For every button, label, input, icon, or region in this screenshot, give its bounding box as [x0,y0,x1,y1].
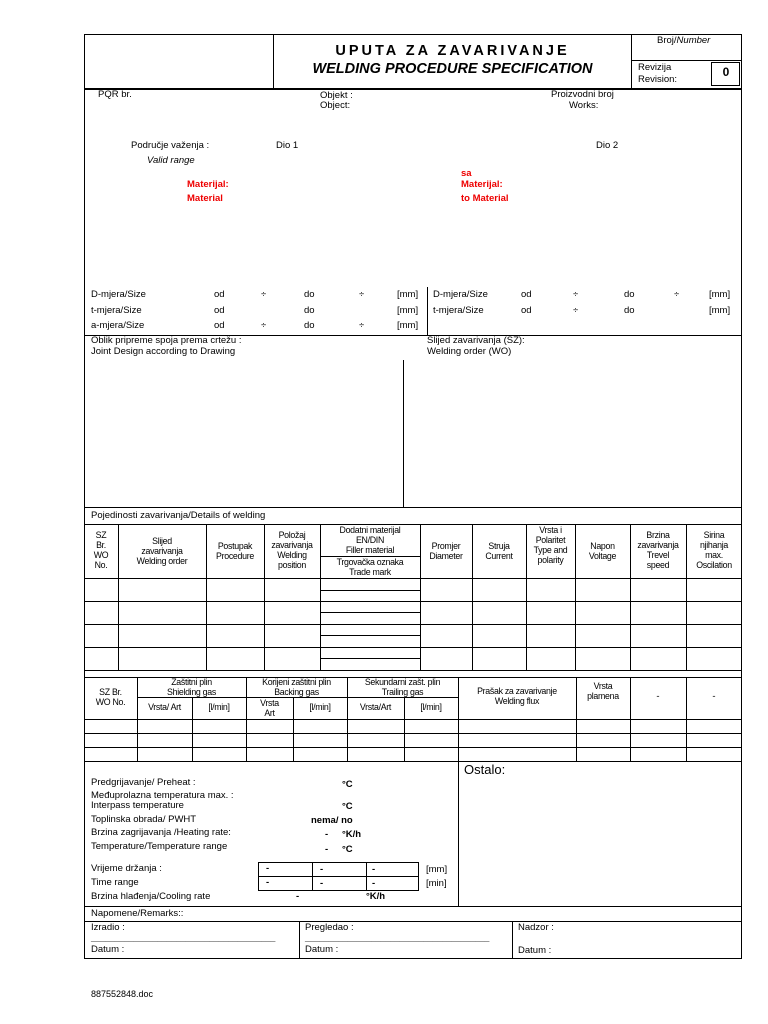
signatures-top-line [84,921,742,922]
header-line: Vrsta [593,681,613,691]
revision-value: 0 [722,65,730,79]
backing-art [246,698,293,718]
heating-rate-dash: - [325,829,329,840]
gas-sz-header [84,687,137,707]
holding-unit-min: [min] [426,878,447,889]
gas-col-line [686,677,687,761]
interpass-label-hr: Međuprolazna temperatura max. : [91,790,234,801]
holding-dash: - [372,878,376,889]
col-header-current [472,541,526,561]
object-label: Object: [320,100,351,111]
filler-subline [320,635,420,636]
header-line: zavarivanja [141,546,183,557]
header-line: Welding [277,550,307,561]
table-row [84,578,742,579]
holding-row-line [258,876,419,877]
header-line: Slijed [152,536,172,546]
header-line: Trailing gas [381,687,424,698]
joint-divider [403,360,404,507]
pregledao-date: Datum : [305,944,339,955]
gas-col-line [630,677,631,761]
shielding-lmin: [l/min] [208,702,230,712]
dim-sep2: ÷ [359,320,365,331]
table-row [84,647,742,648]
welding-order-hr: Slijed zavarivanja (SZ): [427,335,525,346]
dim-do: do [304,320,315,331]
gas-header-bottom [84,719,742,720]
col-header-filler [320,525,420,555]
dim-od-right: od [521,289,532,300]
header-line: No. [94,560,108,571]
col-header-speed [630,530,686,570]
dim-unit: [mm] [397,289,419,300]
pregledao-label: Pregledao : [305,922,354,933]
revizija-label: Revizija [638,62,672,73]
objekt-label: Objekt : [320,90,353,101]
dim-unit-right: [mm] [709,289,731,300]
header-line: Promjer [431,541,461,551]
broj-label [657,36,710,47]
header-line: Sirina [703,530,725,540]
header-line: Sekundarni zašt. plin [364,677,441,687]
sa-label: sa [461,168,472,179]
header-line: Korijeni zaštitni plin [262,677,331,687]
header-line: WO No. [95,697,126,708]
header-line: speed [646,560,670,571]
filler-subline [320,612,420,613]
nadzor-label: Nadzor : [518,922,554,933]
dim-sep2: ÷ [359,289,365,300]
valid-range-label: Valid range [147,155,195,166]
material-left: Material [187,193,223,204]
dio2-label: Dio 2 [596,140,619,151]
col-header-oscillation [686,530,742,570]
heating-rate-label: Brzina zagrijavanja /Heating rate: [91,827,231,838]
nadzor-date: Datum : [518,945,552,956]
header-line: SZ Br. [99,687,122,697]
col-header-position [264,530,320,570]
izradio-date: Datum : [91,944,125,955]
header-line: Art [264,708,275,719]
header-line: Diameter [429,551,463,562]
header-line: EN/DIN [355,535,384,546]
welding-order-en: Welding order (WO) [427,346,512,357]
shielding-gas-header [137,677,246,697]
backing-lmin: [l/min] [309,702,331,712]
gas-dash-2: - [712,691,716,702]
header-line: Filler material [345,545,395,556]
dim-sep: ÷ [261,289,267,300]
col-header-procedure [206,541,264,561]
izradio-label: Izradio : [91,922,125,933]
col-header-trade-mark [320,557,420,577]
filler-subline [320,590,420,591]
header-line: Current [485,551,513,562]
dim-do: do [304,305,315,316]
header-line: Postupak [217,541,253,551]
holding-unit-mm: [mm] [426,864,448,875]
details-title: Pojedinosti zavarivanja/Details of welding [91,510,266,521]
gas-dash-1: - [656,691,660,702]
dim-od: od [214,289,225,300]
temperature-range-dash: - [325,844,329,855]
header-line: Voltage [588,551,617,562]
header-line: polarity [537,555,564,566]
table-row [84,733,742,734]
header-line: Brzina [646,530,670,540]
joint-design-hr: Oblik pripreme spoja prema crtežu : [91,335,242,346]
broj-en: Number [676,35,711,46]
dim-sep2-right: ÷ [674,289,680,300]
pqr-label: PQR br. [98,89,132,100]
col-header-voltage [575,541,630,561]
dim-label-right: t-mjera/Size [433,305,484,316]
cooling-rate-unit: °K/h [366,891,386,902]
dim-label: a-mjera/Size [91,320,145,331]
trailing-art: Vrsta/Art [359,702,392,712]
header-line: njihanja [700,540,728,551]
temperature-range-unit: °C [342,844,353,855]
header-line: Trgovačka oznaka [336,557,404,567]
table-row [84,624,742,625]
header-divider-right [631,34,632,89]
shielding-art: Vrsta/ Art [148,702,181,712]
col-header-sz [84,530,118,570]
trailing-gas-header [347,677,458,697]
trailing-lmin: [l/min] [420,702,442,712]
signature-divider [512,921,513,959]
joint-design-en: Joint Design according to Drawing [91,346,236,357]
header-line: Prašak za zavarivanje [477,686,557,696]
proizvodni-label: Proizvodni broj [551,89,614,100]
pwht-value: nema/ no [311,815,353,826]
col-header-polarity [526,525,575,565]
dim-label: D-mjera/Size [91,289,146,300]
cooling-rate-dash: - [296,891,300,902]
header-line: SZ [95,530,107,540]
header-line: Welding order [136,556,188,567]
time-range-label: Time range [91,877,139,888]
materijal-left: Materijal: [187,179,229,190]
dim-do: do [304,289,315,300]
remarks-top-line [84,906,742,907]
table-row [84,747,742,748]
header-line: Procedure [216,551,254,562]
header-line: Trade mark [349,567,391,578]
dim-od: od [214,305,225,316]
filler-subline [320,658,420,659]
flame-type-header [576,681,630,701]
dim-od: od [214,320,225,331]
dim-od-right: od [521,305,532,316]
header-line: Vrsta i [539,525,562,535]
dims-divider [427,287,428,335]
remarks-label: Napomene/Remarks:: [91,908,184,919]
preheat-unit: °C [342,779,353,790]
pregledao-underline: _______________________________________ [305,932,490,942]
holding-dash: - [320,878,324,889]
flux-header [458,686,576,706]
signature-divider [299,921,300,959]
dim-do-right: do [624,305,635,316]
header-line: Welding flux [494,696,540,707]
interpass-unit: °C [342,801,353,812]
header-line: Dodatni materijal [339,525,401,535]
dim-label-right: D-mjera/Size [433,289,488,300]
header-line: Trevel [646,550,670,561]
temperature-range-label: Temperature/Temperature range [91,841,228,852]
preheat-label: Predgrijavanje/ Preheat : [91,777,196,788]
header-line: Br. [96,540,106,551]
header-line: Zaštitni plin [171,677,212,687]
material-right: to Material [461,193,509,204]
materijal-right: Materijal: [461,179,503,190]
dim-do-right: do [624,289,635,300]
header-line: WO [93,550,109,561]
holding-dash: - [266,877,270,888]
cooling-rate-label: Brzina hlađenja/Cooling rate [91,891,211,902]
header-line: plamena [587,691,619,702]
header-line: Backing gas [274,687,319,698]
header-line: zavarivanja [637,540,679,551]
header-line: Struja [488,541,510,551]
header-divider-horizontal [631,60,742,61]
table-row [84,670,742,671]
header-line: Type and [533,545,568,556]
dim-unit: [mm] [397,320,419,331]
heat-divider [458,761,459,906]
col-header-welding-order [118,536,206,566]
podrucje-label: Područje važenja : [131,140,210,151]
izradio-underline: _______________________________________ [91,932,276,942]
holding-dash: - [372,864,376,875]
holding-dash: - [320,864,324,875]
dim-sep-right: ÷ [573,305,579,316]
dim-sep-right: ÷ [573,289,579,300]
dio1-label: Dio 1 [276,140,299,151]
interpass-label-en: Interpass temperature [91,800,184,811]
header-line: zavarivanja [271,540,313,551]
broj-hr: Broj/ [657,35,677,46]
dim-label: t-mjera/Size [91,305,142,316]
header-line: position [278,560,306,571]
table-row [84,761,742,762]
title-croatian: UPUTA ZA ZAVARIVANJE [335,43,570,59]
heating-rate-unit: °K/h [342,829,362,840]
holding-col-line [312,862,313,891]
works-label: Works: [569,100,599,111]
details-top-line [84,507,742,508]
holding-time-label: Vrijeme držanja : [91,863,162,874]
title-english: WELDING PROCEDURE SPECIFICATION [312,61,593,77]
header-line: Polaritet [535,535,566,546]
dim-unit-right: [mm] [709,305,731,316]
header-line: Oscilation [696,560,732,571]
header-line: max. [705,550,723,561]
header-line: Položaj [278,530,306,540]
dim-unit: [mm] [397,305,419,316]
backing-gas-header [246,677,347,697]
col-header-diameter [420,541,472,561]
table-row [84,601,742,602]
document-filename: 887552848.doc [91,989,154,999]
holding-col-line [366,862,367,891]
header-line: Napon [590,541,615,551]
holding-dash: - [266,863,270,874]
header-line: Shielding gas [167,687,216,698]
pwht-label: Toplinska obrada/ PWHT [91,814,197,825]
header-line: Vrsta [260,698,279,708]
ostalo-label: Ostalo: [464,762,506,777]
dim-sep: ÷ [261,320,267,331]
revision-label: Revision: [638,74,678,85]
